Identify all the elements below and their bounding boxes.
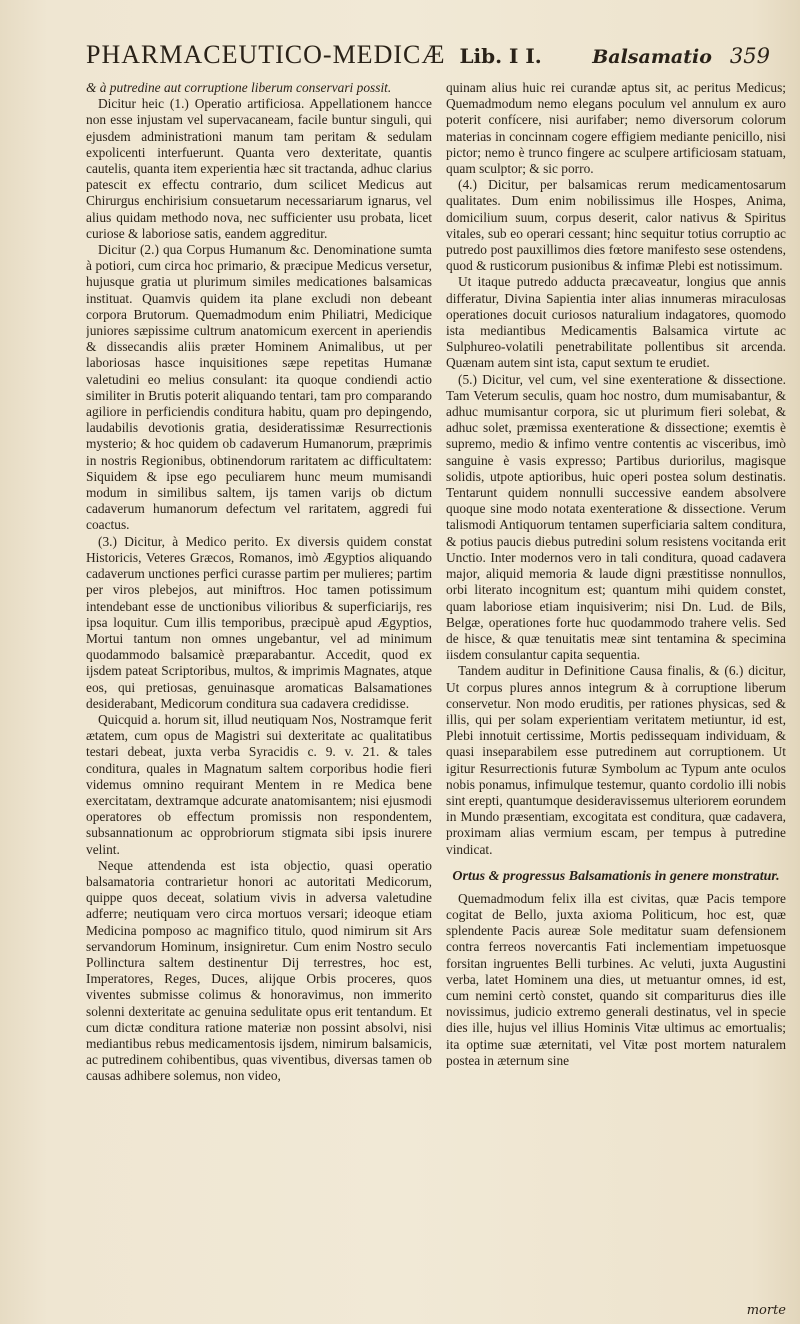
paragraph: Neque attendenda est ista objectio, quasi operatio balsamatoria contrarietur honori ac autoritati Medicorum, quippe quos deceat, solatium vivis in adversa valetudine adferre; neutiquam vero circa mortuos versari; ideoque etiam Medicina pomposo ac magnifico titulo, quod nimirum sit Ars servandorum Hominum, insigniretur. Cum enim Nostro seculo Pollinctura saltem destinentur Dij terrestres, hoc est, Imperatores, Reges, Duces, alijque Orbis proceres, quos viventes submisse colimus & honoravimus, non immerito solenni dexteritate ac genuina sedulitate opus erit tentandum. Et cum dictæ conditura ratione materiæ non possint absolvi, nisi mediantibus rebus medicamentosis ijsdem, nimirum balsamicis, ac putredinem cohibentibus, quas viventibus, diversas tamen ob causas adhibere solemus, non video, <box>86 857 432 1084</box>
paragraph: (4.) Dicitur, per balsamicas rerum medicamentosarum qualitates. Dum enim nobilissimus ille Hospes, Anima, domicilium suum, corpus deserit, calor nativus & Spiritus vitales, sub eo operari cessant; hinc sequitur totius corruptio ac putredo post pauxillimos dies fœtore manifesto sese ostendens, quod & rusticorum pusionibus & infimæ Plebi est notissimum. <box>446 177 786 274</box>
paragraph: Tandem auditur in Definitione Causa finalis, & (6.) dicitur, Ut corpus plures annos integrum & à corruptione liberum conservetur. Non modo eruditis, per rationes physicas, sed & illis, qui per solam experientiam veritatem metiuntur, id est, Plebi innotuit certissime, Mortis pedissequam individuam, & quasi inseparabilem esse putredinem aut corruptionem. Ut igitur Resurrectionis futuræ Symbolum ac Typum ante oculos nobis ponamus, infimulque testemur, quanto cordolio illi nobis sint erepti, quantumque desideravissemus ulteriorem eorundem in Mundo præsentiam, excogitata est conditura, quæ cadavera, proximam alias vermium escam, per tempus à putredine vindicat. <box>446 663 786 857</box>
paragraph: Dicitur (2.) qua Corpus Humanum &c. Denominatione sumta à potiori, cum circa hoc primario, & præcipue Medicus versetur, hujusque gratia ut plurimum similes medicationes balsamicas instituat. Quamvis quidem ita plane excludi non debeant corpora Brutorum. Quemadmodum enim Philiatri, Medicique juniores sæpissime cultrum anatomicum exercent in aperiendis & dissecandis aliis præter Hominem Animalibus, ut per laboriosas hasce inquisitiones sæpe repetitas Humanæ valetudini eo melius consulant: ita quoque condiendi actio similiter in Brutis poterit aliquando tentari, tam pro comparando agiliore in perficiendis conditura habitu, quam pro depingendo, laudabilis devotionis gratia, desideratissimæ Resurrectionis mysterio; & hoc quidem ob cadaverum Humanorum, præprimis in nostris Regionibus, obtinendorum raritatem ac difficultatem: Siquidem & ipse ego peculiarem hunc meum mumisandi modum in similibus saltem, ijs tamen varijs ob dictum cadaverum humanorum defectum vel raritatem, aggredi fui coactus. <box>86 242 432 533</box>
paragraph: Quemadmodum felix illa est civitas, quæ Pacis tempore cogitat de Bello, juxta axioma Politicum, hoc est, quæ splendente Pacis aureæ Sole meditatur suam defensionem contra ferreos novercantis Fati inclementiam impetuosque forsitan ingruentes Belli turbines. Ac veluti, juxta Augustini verba, latet Hominem una dies, ut metuantur omnes, id est, cum nemini certò constet, quando sit compariturus dies ille novissimus, judicio extremo generali destinatus, vel in specie dies ille, hujus vel illius Hominis Vitæ ultimus ac emortualis; ita optime suæ æternitati, vel Vitæ post mortem naturalem postea in æternum sine <box>446 890 786 1068</box>
right-column <box>446 80 786 1306</box>
paragraph: Quicquid a. horum sit, illud neutiquam Nos, Nostramque ferit ætatem, cum opus de Magistri sui dexteritate ac qualitatibus testari debeat, juxta verba Syracidis c. 9. v. 21. & tales conditura, quales in Magnatum saltem corporibus hodie fieri videmus omnino requirant Mentem in re Medica bene exercitatam, dextramque adcurate anatomisantem; nisi ejusmodi operatores ob effectum promissis non respondentem, subsannationum ac opprobriorum stigmata sibi ipsis inurere velint. <box>86 711 432 857</box>
paragraph: quinam alius huic rei curandæ aptus sit, ac peritus Medicus; Quemadmodum nemo elegans poculum vel annulum ex auro poterit confícere, nisi aurifaber; nemo diversorum colorum materias in concinnam cogere effigiem mediante penicillo, nisi pictor; nemo è trunco fingere ac sculpere artificiosam statuam, quam sculptor; & sic porro. <box>446 80 786 177</box>
page-header <box>86 40 770 74</box>
section-heading: Ortus & progressus Balsamationis in genere monstratur. <box>452 868 780 884</box>
paragraph: (5.) Dicitur, vel cum, vel sine exenteratione & dissectione. Tam Veterum seculis, quam hoc nostro, dum mumisabantur, & adhuc mumisantur corpora, sic ut plurimum fieri solebat, & adhuc solet, præmissa exenteratione & dissectione; exemtis è supremo, medio & infimo ventre contentis ac visceribus, imò sanguine è vasis expresso; Partibus duriorilus, magisque solidis, utpote aptioribus, huic operi postea solum destinatis. Tentarunt quidem nonnulli successive eandem absolvere quoque sine modo notata exenteratione & dissectione. Verum talismodi Antiquorum tentamen superficiaria saltem conditura, & potius paucis diebus putredini solum resistens vocitanda erit Unctio. Inter modernos vero in tali conditura, quoad cadavera major, aliquid memoria & laude digni præstitisse nonnullos, orbi literato incognitum est; quantum mihi quidem constet, quam laboriose etiam inquisiverim; nisi Dn. Lud. de Bils, Belgæ, operationes forte huc quodammodo trahere velis. Sed de hisce, & quæ tenuitatis meæ sint tentamina & specimina iisdem consulantur capita sequentia. <box>446 371 786 663</box>
paragraph: (3.) Dicitur, à Medico perito. Ex diversis quidem constat Historicis, Veteres Græcos, Romanos, imò Ægyptios aliquando cadaverum unctiones perfici curasse partim per mulieres; partim per viros plebejos, aut miniftros. Hoc tamen potissimum intendebant esse de unctionibus vilioribus & superficiarijs, res ipsa loquitur. Cum illis temporibus, præcipuè apud Ægyptios, Mortui tantum non omnes ungebantur, vel ad minimum quodammodo balsamicè præparabantur. Accedit, quod ex ijsdem pateat Scriptoribus, multos, & imprimis Magnates, atque eos, qui pretiosas, genuinasque aromaticas Balsamationes desiderabant, Medicorum conditura sua cadavera credidisse. <box>86 533 432 711</box>
left-column <box>86 80 432 1306</box>
paragraph: Ut itaque putredo adducta præcaveatur, longius que annis differatur, Divina Sapientia inter alias innumeras miraculosas operationes docuit curiosos naturalium indagatores, quomodo ista mediantibus Medicamentis Balsamica virtute ac Sulphureo-volatili penetrabilitate pollentibus sit arcenda. Quænam autem sint ista, caput sextum te erudiet. <box>446 274 786 371</box>
running-title: PHARMACEUTICO-MEDICÆ <box>86 40 446 69</box>
paragraph: & à putredine aut corruptione liberum conservari possit. <box>86 80 392 95</box>
catchword: morte <box>746 1303 786 1318</box>
page-number: 359 <box>729 44 770 68</box>
paragraph: Dicitur heic (1.) Operatio artificiosa. Appellationem hancce non esse injustam vel supervacaneam, facile buntur singuli, qui ejusdem administrationi manum tam peritam & sedulam expolicenti interfuerunt. Quanta vero dexteritate, quantis cautelis, quanta item experientia hæc sit tractanda, adhuc clarius patescit ex effectu contrario, dum scilicet Medicus aut Chirurgus enchirisium consuetarum necessariarum ignarus, vel alius quidam methodo nova, nec sufficienter usu probata, licet curiose & laboriose satis, eandem aggreditur. <box>86 96 432 241</box>
section-title: Balsamatio <box>592 46 712 68</box>
book-number: Lib. I I. <box>459 44 542 68</box>
